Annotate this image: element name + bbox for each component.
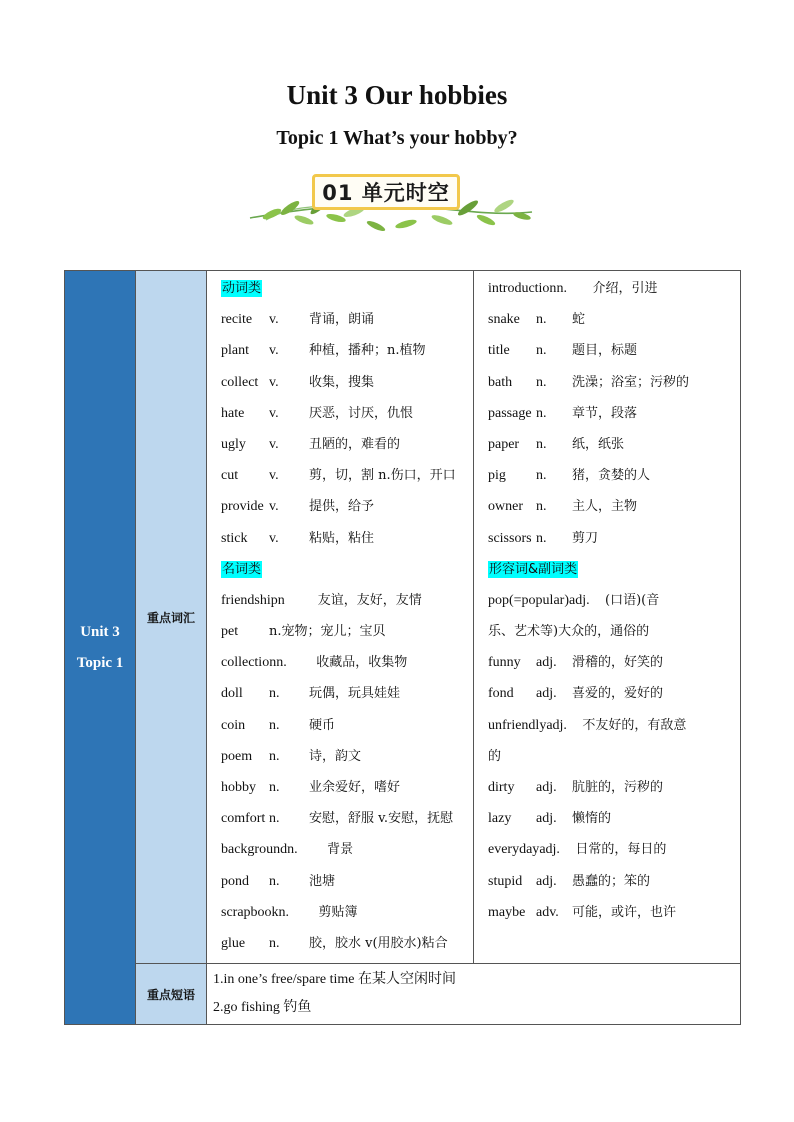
vocab-word: provide bbox=[221, 499, 264, 515]
vocab-pos: v. bbox=[269, 343, 279, 359]
phrase-cell bbox=[207, 964, 741, 1025]
vocab-pos: adj. bbox=[569, 592, 590, 608]
vocab-word: paper bbox=[488, 436, 520, 452]
vocab-word: plant bbox=[221, 343, 249, 359]
vocab-category-cell bbox=[136, 271, 207, 964]
vocab-pos: n. bbox=[536, 436, 547, 452]
vocab-pos: n. bbox=[536, 499, 547, 515]
vocab-item bbox=[221, 398, 473, 429]
vocab-item bbox=[221, 803, 473, 834]
phrase-row bbox=[65, 964, 741, 1025]
unit-label-cell bbox=[65, 271, 136, 1025]
vocab-item bbox=[221, 772, 473, 803]
vocab-meaning: 剪贴簿 bbox=[318, 904, 358, 920]
vocab-meaning: 滑稽的，好笑的 bbox=[572, 655, 664, 671]
vocab-pos: n. bbox=[556, 281, 567, 296]
vocab-word: passage bbox=[488, 405, 532, 421]
vocabulary-table bbox=[64, 270, 741, 1025]
vocab-meaning: 剪刀 bbox=[572, 530, 599, 546]
vocab-meaning: 安慰，舒服 v.安慰，抚慰 bbox=[309, 811, 454, 827]
section-banner bbox=[246, 168, 536, 240]
vocab-word: comfort bbox=[221, 811, 266, 827]
vocab-item bbox=[488, 897, 740, 928]
vocab-item bbox=[221, 928, 473, 959]
vocab-item bbox=[488, 585, 740, 616]
vocab-word: maybe bbox=[488, 904, 526, 920]
vocab-pos: adj. bbox=[536, 873, 557, 889]
vocab-meaning: 题目，标题 bbox=[572, 343, 638, 359]
vocab-pos: adv. bbox=[536, 904, 559, 920]
vocab-pos: n. bbox=[536, 468, 547, 484]
vocab-item bbox=[221, 585, 473, 616]
right-word-list bbox=[474, 271, 740, 932]
vocab-pos: n bbox=[277, 592, 285, 608]
category-heading: 形容词&副词类 bbox=[489, 561, 578, 577]
vocab-pos: n. bbox=[269, 686, 280, 702]
vocab-word: owner bbox=[488, 499, 523, 515]
vocab-item bbox=[221, 367, 473, 398]
vocab-word: funny bbox=[488, 655, 521, 671]
vocab-word: dirty bbox=[488, 780, 515, 795]
vocab-category-label: 重点词汇 bbox=[146, 610, 195, 625]
phrase-item: 2.go fishing 钓鱼 bbox=[213, 1000, 312, 1016]
vocab-item bbox=[488, 491, 740, 522]
vocab-item bbox=[221, 304, 473, 335]
vocab-meaning: 收集，搜集 bbox=[309, 374, 375, 390]
vocab-item bbox=[488, 460, 740, 491]
vocab-meaning: 友谊，友好，友情 bbox=[317, 592, 422, 608]
left-word-list bbox=[207, 271, 473, 963]
vocab-item bbox=[488, 304, 740, 335]
vocab-word: coin bbox=[221, 717, 246, 733]
vocab-word: snake bbox=[488, 312, 520, 328]
category-heading: 动词类 bbox=[222, 281, 262, 296]
vocab-right-column bbox=[474, 271, 741, 964]
vocab-word: poem bbox=[221, 748, 253, 764]
vocab-item bbox=[221, 710, 473, 741]
vocab-meaning: (口语)(音 bbox=[605, 592, 660, 608]
vocab-meaning: 背景 bbox=[327, 842, 354, 858]
vocab-pos: n. bbox=[278, 904, 290, 920]
vocab-word: hate bbox=[221, 405, 245, 421]
vocab-meaning: 剪，切，割 n.伤口，开口 bbox=[309, 468, 456, 484]
vocab-item bbox=[488, 554, 740, 585]
vocab-meaning: 提供，给予 bbox=[309, 499, 375, 515]
vocab-row bbox=[65, 271, 741, 964]
vocab-pos: adj. bbox=[536, 686, 557, 702]
vocab-meaning: 丑陋的，难看的 bbox=[309, 436, 401, 452]
vocab-item bbox=[221, 866, 473, 897]
meaning-continuation: 的 bbox=[488, 748, 502, 764]
vocab-pos: n. bbox=[269, 935, 280, 951]
unit-label-line1: Unit 3 bbox=[80, 623, 120, 640]
vocab-meaning: 胶，胶水 v(用胶水)粘合 bbox=[309, 935, 448, 951]
vocab-meaning: 不友好的，有敌意 bbox=[582, 717, 687, 733]
vocab-meaning: 可能，或许，也许 bbox=[572, 904, 677, 920]
vocab-item bbox=[221, 678, 473, 709]
vocab-word: bath bbox=[488, 374, 513, 390]
vocab-meaning: 种植，播种；n.植物 bbox=[309, 343, 426, 359]
phrase-list bbox=[207, 964, 740, 1024]
vocab-item bbox=[488, 616, 740, 647]
vocab-word: collection bbox=[221, 655, 277, 671]
vocab-meaning: 肮脏的，污秽的 bbox=[572, 780, 664, 795]
vocab-item bbox=[488, 741, 740, 772]
vocab-meaning: 日常的，每日的 bbox=[575, 842, 667, 858]
vocab-pos: v. bbox=[269, 499, 279, 515]
vocab-word: stupid bbox=[488, 873, 523, 889]
vocab-word: friendship bbox=[221, 592, 278, 608]
vocab-meaning: 收藏品，收集物 bbox=[316, 655, 408, 671]
vocab-meaning: 喜爱的，爱好的 bbox=[572, 686, 664, 702]
vocab-item bbox=[221, 335, 473, 366]
vocab-item bbox=[221, 523, 473, 554]
vocab-pos: n. bbox=[536, 405, 547, 421]
vocab-item bbox=[221, 460, 473, 491]
vocab-pos: n. bbox=[287, 842, 298, 858]
vocab-pos: adj. bbox=[536, 811, 557, 827]
vocab-meaning: 玩偶，玩具娃娃 bbox=[309, 686, 401, 702]
vocab-pos: v. bbox=[269, 436, 279, 452]
vocab-word: ugly bbox=[221, 436, 246, 452]
vocab-meaning: 洗澡；浴室；污秽的 bbox=[572, 374, 690, 390]
vocab-item bbox=[221, 834, 473, 865]
vocab-word: pop(=popular) bbox=[488, 592, 569, 608]
vocab-word: title bbox=[488, 343, 510, 359]
vocab-pos: n. bbox=[536, 343, 547, 359]
page-title: Unit 3 Our hobbies bbox=[286, 80, 508, 110]
vocab-item bbox=[221, 897, 473, 928]
vocab-word: pig bbox=[488, 468, 506, 484]
vocab-pos: n. bbox=[269, 780, 280, 795]
vocab-word: introduction bbox=[488, 281, 557, 296]
vocab-item bbox=[488, 429, 740, 460]
vocab-word: everyday bbox=[488, 842, 540, 858]
vocab-pos: v. bbox=[269, 405, 279, 421]
vocab-pos: adj. bbox=[539, 842, 560, 858]
vocab-item bbox=[488, 367, 740, 398]
vocab-item bbox=[488, 647, 740, 678]
vocab-meaning: 池塘 bbox=[309, 873, 336, 889]
vocab-item bbox=[488, 273, 740, 304]
vocab-item bbox=[221, 647, 473, 678]
vocab-word: fond bbox=[488, 686, 514, 702]
page-subtitle: Topic 1 What’s your hobby? bbox=[276, 127, 518, 149]
vocab-pos: v. bbox=[269, 312, 279, 328]
vocab-item bbox=[221, 491, 473, 522]
vocab-meaning: 业余爱好，嗜好 bbox=[309, 780, 401, 795]
vocab-word: scissors bbox=[488, 530, 532, 546]
phrase-category-label: 重点短语 bbox=[146, 987, 195, 1002]
vocab-word: collect bbox=[221, 374, 259, 390]
vocab-word: unfriendly bbox=[488, 717, 547, 733]
vocab-item bbox=[488, 398, 740, 429]
banner-label-box bbox=[312, 174, 460, 210]
vocab-pos: n. bbox=[536, 312, 547, 328]
vocab-pos: adj. bbox=[536, 655, 557, 671]
category-heading: 名词类 bbox=[222, 561, 262, 577]
vocab-pos: v. bbox=[269, 468, 279, 484]
vocab-pos: v. bbox=[269, 530, 279, 546]
vocab-pos: v. bbox=[269, 374, 279, 390]
vocab-meaning: 纸，纸张 bbox=[572, 436, 625, 452]
vocab-item bbox=[221, 273, 473, 304]
vocab-pos: adj. bbox=[536, 780, 557, 795]
vocab-item bbox=[221, 741, 473, 772]
vocab-word: background bbox=[221, 842, 288, 858]
banner-label: 01 单元时空 bbox=[322, 181, 450, 205]
vocab-word: pond bbox=[221, 873, 249, 889]
vocab-word: hobby bbox=[221, 780, 256, 795]
vocab-word: lazy bbox=[488, 811, 512, 827]
vocab-word: recite bbox=[221, 312, 253, 328]
vocab-item bbox=[488, 335, 740, 366]
vocab-pos: n. bbox=[269, 873, 280, 889]
vocab-meaning: 背诵，朗诵 bbox=[309, 312, 375, 328]
vocab-pos: n. bbox=[269, 811, 280, 827]
vocab-item bbox=[221, 429, 473, 460]
vocab-item bbox=[221, 554, 473, 585]
vocab-word: pet bbox=[221, 624, 239, 640]
vocab-meaning: 硬币 bbox=[309, 717, 336, 733]
vocab-meaning: 猪，贪婪的人 bbox=[572, 468, 651, 484]
vocab-word: scrapbook bbox=[221, 904, 279, 920]
vocab-meaning: 懒惰的 bbox=[572, 811, 612, 827]
vocab-word: glue bbox=[221, 935, 246, 951]
vocab-meaning: 粘贴，粘住 bbox=[309, 530, 375, 546]
phrase-category-cell bbox=[136, 964, 207, 1025]
vocab-item bbox=[488, 710, 740, 741]
vocab-left-column bbox=[207, 271, 474, 964]
vocab-meaning: 厌恶，讨厌，仇恨 bbox=[309, 405, 414, 421]
vocab-meaning: 蛇 bbox=[572, 312, 586, 328]
vocab-item bbox=[488, 866, 740, 897]
vocab-pos: n. bbox=[536, 530, 547, 546]
vocab-meaning: 诗，韵文 bbox=[309, 748, 362, 764]
vocab-meaning: 介绍，引进 bbox=[592, 281, 658, 296]
unit-label-line2: Topic 1 bbox=[76, 654, 124, 671]
vocab-pos: n. bbox=[536, 374, 547, 390]
vocab-item bbox=[488, 523, 740, 554]
vocab-meaning: 主人，主物 bbox=[572, 499, 638, 515]
vocab-word: stick bbox=[221, 530, 248, 546]
vocab-pos: n. bbox=[269, 748, 280, 764]
vocab-item bbox=[221, 616, 473, 647]
vocab-meaning: n.宠物；宠儿；宝贝 bbox=[269, 624, 386, 640]
vocab-word: cut bbox=[221, 468, 239, 484]
vocab-item bbox=[488, 678, 740, 709]
vocab-meaning: 愚蠢的；笨的 bbox=[572, 873, 651, 889]
vocab-pos: n. bbox=[269, 717, 280, 733]
vocab-pos: n. bbox=[276, 655, 287, 671]
vocab-item bbox=[488, 803, 740, 834]
vocab-item bbox=[488, 772, 740, 803]
meaning-continuation: 乐、艺术等)大众的，通俗的 bbox=[488, 624, 650, 640]
vocab-meaning: 章节，段落 bbox=[572, 405, 638, 421]
vocab-item bbox=[488, 834, 740, 865]
vocab-word: doll bbox=[221, 686, 243, 702]
vocab-pos: adj. bbox=[546, 717, 567, 733]
phrase-item: 1.in one’s free/spare time 在某人空闲时间 bbox=[213, 972, 457, 988]
